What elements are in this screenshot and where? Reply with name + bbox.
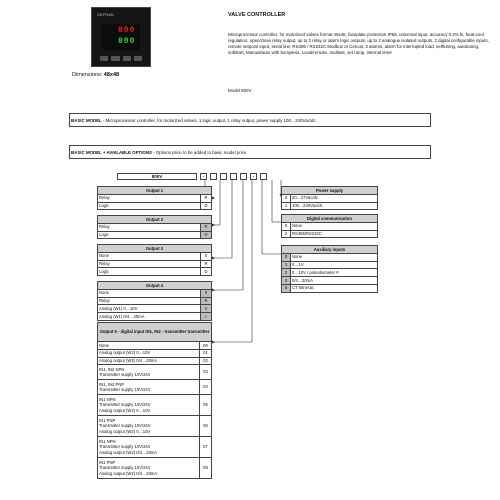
option-line: Transmitter supply 10V/24V (99, 372, 151, 378)
power-supply-title: Power supply (282, 187, 378, 195)
option-code: 0 (282, 253, 291, 261)
output4-table (97, 281, 212, 321)
option-label: Analog (W1) 0/4…20mA (98, 313, 201, 321)
option-label: None (98, 342, 200, 350)
output1-title: Output 1 (98, 187, 212, 195)
code-sep: - (250, 173, 257, 180)
option-label: 0…1V (291, 261, 378, 269)
auxiliary-inputs-title: Auxiliary inputs (282, 246, 378, 254)
option-code: 06 (200, 416, 212, 437)
device-display-top: 800 (118, 26, 136, 35)
option-label: 0…10V / potentiometer # (291, 269, 378, 277)
option-code: I (201, 313, 212, 321)
option-line: Transmitter supply 10V/24V (99, 465, 151, 471)
code-slot-output2[interactable] (220, 173, 227, 180)
option-line: IN1 PNP (99, 417, 116, 423)
option-label: 20…27Vac/dc (291, 194, 378, 202)
option-label: Analog output (W2) 0/4…20mA (98, 357, 200, 365)
option-line: IN1 NPN (99, 438, 116, 444)
option-label: Analog output (W2) 0…10V (98, 349, 200, 357)
option-label: None (291, 222, 378, 230)
option-code: 02 (200, 357, 212, 365)
dimensions-value: 48x48 (103, 72, 120, 78)
code-model: 800V (117, 173, 197, 180)
auxiliary-inputs-table (281, 245, 378, 293)
option-line: Transmitter supply 10V/24V (99, 444, 151, 450)
available-options-text: - Options price to be added to basic model price (151, 150, 247, 155)
option-label: Logic (98, 202, 201, 210)
product-title: VALVE CONTROLLER (228, 12, 286, 18)
device-brand: GEFRAN (97, 12, 114, 17)
option-code: 1 (282, 202, 291, 210)
option-label: None (98, 289, 201, 297)
option-label: None (291, 253, 378, 261)
option-line: IN1 PNP (99, 459, 116, 465)
code-sep: - (200, 173, 207, 180)
option-code: R (201, 297, 212, 305)
option-code: R (201, 223, 212, 231)
option-label: Relay (98, 223, 201, 231)
option-label: Relay (98, 260, 201, 268)
code-slot-output5[interactable] (260, 173, 267, 180)
output3-table (97, 244, 212, 276)
output1-table (97, 186, 212, 210)
option-label (98, 395, 200, 416)
option-label (98, 365, 200, 380)
option-line: Analog output (W2) 0/4…20mA (99, 471, 158, 477)
order-code (117, 173, 270, 180)
basic-model-text: - Microprocessor controller, for motorized valves, 1 logic output, 1 relay output, power supply 100…240Vac/dc (101, 118, 316, 123)
available-options-label: BASIC MODEL + AVAILABLE OPTIONS (71, 150, 152, 155)
option-code: 00 (200, 342, 212, 350)
product-description: Microprocessor controller, for motorized valves format 48x48, faceplate protection IP65, universal input, accuracy 0.2% fs, heat-cool regulation, open/close relay output, up to 2 relay or alarm logic outputs, up to 2 analogue isolated outputs, 2 digital configurable inputs, remote setpoint input, serial line: RS485 / RS232C Modbus or Cencal, 3 alarms, alarm for interrupted load, selftuning, autotuning, softstart, Manual/auto with bumpless, Local/remote, multiset, set ramp, internal timer (228, 32, 489, 55)
option-code: 04 (200, 380, 212, 395)
option-label (98, 380, 200, 395)
output2-title: Output 2 (98, 216, 212, 224)
option-label: CT 50mAac (291, 284, 378, 292)
digital-communication-title: Digital communication (282, 215, 378, 223)
output2-table (97, 215, 212, 239)
digital-communication-table (281, 214, 378, 238)
option-line: IN1, IN2 NPN (99, 366, 125, 372)
option-label: Relay (98, 297, 201, 305)
option-code: 2 (282, 230, 291, 238)
option-label (98, 437, 200, 458)
option-code: V (201, 305, 212, 313)
option-line: IN1, IN2 PNP (99, 381, 125, 387)
dimensions-label: Dimensions: (72, 72, 103, 78)
option-label: 0/4…20mA (291, 277, 378, 285)
option-label (98, 458, 200, 479)
option-code: 5 (282, 284, 291, 292)
option-line: Analog output (W2) 0/4…20mA (99, 450, 158, 456)
option-line: Transmitter supply 10V/24V (99, 423, 151, 429)
power-supply-table (281, 186, 378, 210)
option-code: R (201, 194, 212, 202)
code-slot-output1[interactable] (210, 173, 217, 180)
model-label: Model 800V (228, 88, 252, 93)
option-code: D (201, 202, 212, 210)
option-line: IN1 NPN (99, 396, 116, 402)
option-label: Analog (W1) 0…10V (98, 305, 201, 313)
option-label (98, 416, 200, 437)
device-display-bottom: 800 (118, 37, 136, 46)
option-code: 3 (282, 277, 291, 285)
option-code: R (201, 260, 212, 268)
option-code: 08 (200, 458, 212, 479)
option-code: 03 (200, 365, 212, 380)
option-label: Logic (98, 231, 201, 239)
option-code: D (201, 268, 212, 276)
output3-title: Output 3 (98, 245, 212, 253)
option-label: 100…240Vac/dc (291, 202, 378, 210)
option-code: 0 (201, 252, 212, 260)
option-code: 0 (282, 194, 291, 202)
option-label: Logic (98, 268, 201, 276)
option-label: Relay (98, 194, 201, 202)
output4-title: Output 4 (98, 282, 212, 290)
option-line: Transmitter supply 10V/24V (99, 402, 151, 408)
option-code: D (201, 231, 212, 239)
option-line: Transmitter supply 10V/24V (99, 387, 151, 393)
option-code: 05 (200, 395, 212, 416)
option-code: 0 (282, 222, 291, 230)
code-slot-output4[interactable] (240, 173, 247, 180)
output5-title: Output 5 - digital input IN1, IN2 - transmitter transmitter (98, 323, 212, 342)
option-line: Analog output (W2) 0…10V (99, 429, 151, 435)
option-code: 07 (200, 437, 212, 458)
code-slot-output3[interactable] (230, 173, 237, 180)
option-code: 1 (282, 261, 291, 269)
option-code: 0 (201, 289, 212, 297)
option-label: RS485/RS232C (291, 230, 378, 238)
option-code: 01 (200, 349, 212, 357)
basic-model-label: BASIC MODEL (71, 118, 102, 123)
output5-table (97, 322, 212, 479)
option-line: Analog output (W2) 0…10V (99, 408, 151, 414)
option-code: 2 (282, 269, 291, 277)
option-label: None (98, 252, 201, 260)
